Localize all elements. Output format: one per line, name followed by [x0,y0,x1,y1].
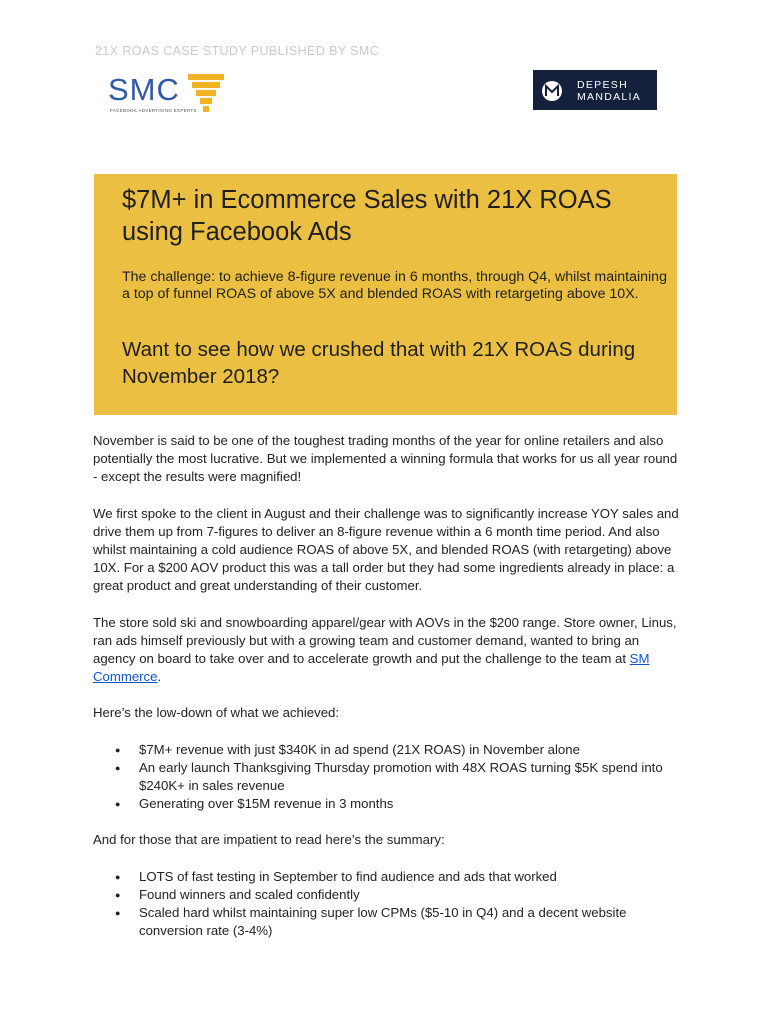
summary-section [93,831,683,940]
achievements-list [93,741,683,814]
achievements-section [93,704,683,813]
depesh-mandalia-logo [533,70,657,110]
list-item: ● Scaled hard whilst maintaining super low CPMs ($5-10 in Q4) and a decent website conversion rate (3-4%) [93,904,683,940]
list-item: ● $7M+ revenue with just $340K in ad spend (21X ROAS) in November alone [93,741,683,759]
summary-list [93,868,683,941]
dm-logo-line2: MANDALIA [577,91,642,103]
dm-logo-line1: DEPESH [577,79,628,91]
funnel-icon [188,74,224,114]
banner-cta: Want to see how we crushed that with 21X ROAS during November 2018? [122,338,636,388]
article-body [93,432,683,958]
list-item: ● Generating over $15M revenue in 3 months [93,795,683,813]
sm-commerce-link[interactable]: SM Commerce [93,651,650,685]
document-header: 21X ROAS CASE STUDY PUBLISHED BY SMC [95,44,380,58]
smc-logo [108,74,228,120]
summary-intro: And for those that are impatient to read here’s the summary: [93,832,445,848]
paragraph-intro: November is said to be one of the toughest trading months of the year for online retailers and also potentially the most lucrative. But we implemented a winning formula that works for us all year round - except the results were magnified! [93,433,678,485]
achievements-intro: Here’s the low-down of what we achieved: [93,705,340,721]
dm-monogram-icon [541,80,563,102]
list-item: ● An early launch Thanksgiving Thursday promotion with 48X ROAS turning $5K spend into $240K+ in sales revenue [93,759,683,795]
list-item: ● Found winners and scaled confidently [93,886,683,904]
smc-logo-word: SMC [108,72,180,107]
smc-logo-tagline: FACEBOOK ADVERTISING EXPERTS [110,108,197,113]
paragraph-store-end: . [157,669,162,685]
hero-banner [94,174,677,415]
paragraph-store [93,614,683,687]
list-item: ● LOTS of fast testing in September to find audience and ads that worked [93,868,683,886]
paragraph-client: We first spoke to the client in August and their challenge was to significantly increase YOY sales and drive them up from 7-figures to deliver an 8-figure revenue within a 6 month time period. And also whilst maintaining a cold audience ROAS of above 5X, and blended ROAS (with retargeting) above 10X. For a $200 AOV product this was a tall order but they had some ingredients already in place: a great product and great understanding of their customer. [93,505,679,594]
banner-title: $7M+ in Ecommerce Sales with 21X ROAS using Facebook Ads [122,186,612,246]
paragraph-store-text: The store sold ski and snowboarding apparel/gear with AOVs in the $200 range. Store owner, Linus, ran ads himself previously but with a growing team and customer demand, wanted to bring an agency on board to take over and to accelerate growth and put the challenge to the team at [93,614,677,667]
banner-challenge: The challenge: to achieve 8-figure revenue in 6 months, through Q4, whilst maintaining a top of funnel ROAS of above 5X and blended ROAS with retargeting above 10X. [122,269,667,302]
